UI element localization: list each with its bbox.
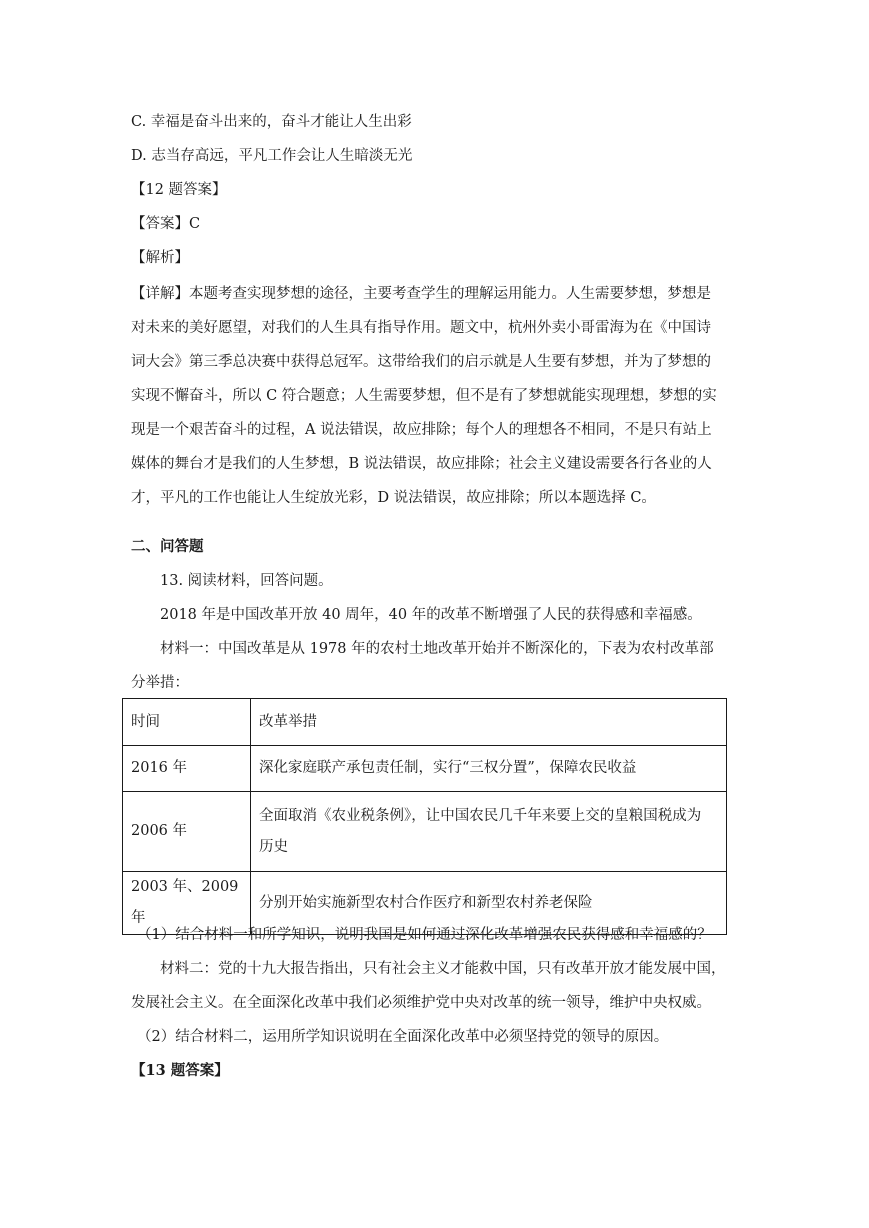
q12-analysis-heading: 【解析】 <box>131 250 189 266</box>
table-cell-measure-line: 历史 <box>259 838 288 855</box>
sub-question-1: （1）结合材料一和所学知识，说明我国是如何通过深化改革增强农民获得感和幸福感的？ <box>137 927 712 943</box>
table-cell-measure: 深化家庭联产承包责任制，实行“三权分置”，保障农民收益 <box>251 746 727 792</box>
q12-detail-line: 媒体的舞台才是我们的人生梦想，B 说法错误，故应排除；社会主义建设需要各行各业的人 <box>131 456 712 472</box>
table-cell-measure <box>251 792 727 872</box>
q13-title: 13. 阅读材料，回答问题。 <box>160 573 333 589</box>
table-header-time: 时间 <box>123 699 251 746</box>
q12-answer: 【答案】C <box>131 216 201 232</box>
option-d: D. 志当存高远，平凡工作会让人生暗淡无光 <box>131 148 413 164</box>
table-row <box>123 792 727 872</box>
table-cell-measure: 分别开始实施新型农村合作医疗和新型农村养老保险 <box>251 872 727 935</box>
q12-detail-line: 对未来的美好愿望，对我们的人生具有指导作用。题文中，杭州外卖小哥雷海为在《中国诗 <box>131 320 711 336</box>
q12-detail-line: 【详解】本题考查实现梦想的途径，主要考查学生的理解运用能力。人生需要梦想，梦想是 <box>131 286 711 302</box>
q12-detail-line: 词大会》第三季总决赛中获得总冠军。这带给我们的启示就是人生要有梦想，并为了梦想的 <box>131 354 711 370</box>
q13-answer-heading: 【13 题答案】 <box>131 1062 229 1079</box>
table-header-measure: 改革举措 <box>251 699 727 746</box>
table-header-row <box>123 699 727 746</box>
option-c: C. 幸福是奋斗出来的，奋斗才能让人生出彩 <box>131 114 412 130</box>
q13-intro: 2018 年是中国改革开放 40 周年，40 年的改革不断增强了人民的获得感和幸福感。 <box>160 607 702 623</box>
sub-question-2: （2）结合材料二，运用所学知识说明在全面深化改革中必须坚持党的领导的原因。 <box>137 1029 669 1045</box>
table-row <box>123 746 727 792</box>
q12-detail-line: 才，平凡的工作也能让人生绽放光彩，D 说法错误，故应排除；所以本题选择 C。 <box>131 490 656 506</box>
q12-detail-line: 实现不懈奋斗，所以 C 符合题意；人生需要梦想，但不是有了梦想就能实现理想，梦想的实 <box>131 388 717 404</box>
table-cell-time: 2016 年 <box>123 746 251 792</box>
section-title: 二、问答题 <box>131 538 204 555</box>
q12-answer-heading: 【12 题答案】 <box>131 182 227 198</box>
material-one-line: 材料一：中国改革是从 1978 年的农村土地改革开始并不断深化的，下表为农村改革部 <box>160 641 714 657</box>
q12-detail-line: 现是一个艰苦奋斗的过程，A 说法错误，故应排除；每个人的理想各不相同，不是只有站上 <box>131 422 712 438</box>
material-one-line: 分举措： <box>131 675 189 691</box>
material-two-line: 材料二：党的十九大报告指出，只有社会主义才能救中国，只有改革开放才能发展中国， <box>160 961 726 977</box>
material-two-line: 发展社会主义。在全面深化改革中我们必须维护党中央对改革的统一领导，维护中央权威。 <box>131 995 711 1011</box>
table-cell-measure-line: 全面取消《农业税条例》，让中国农民几千年来要上交的皇粮国税成为 <box>259 807 702 824</box>
reform-measures-table <box>122 698 727 935</box>
table-cell-time: 2003 年、2009 年 <box>123 872 251 935</box>
table-cell-time: 2006 年 <box>123 792 251 872</box>
